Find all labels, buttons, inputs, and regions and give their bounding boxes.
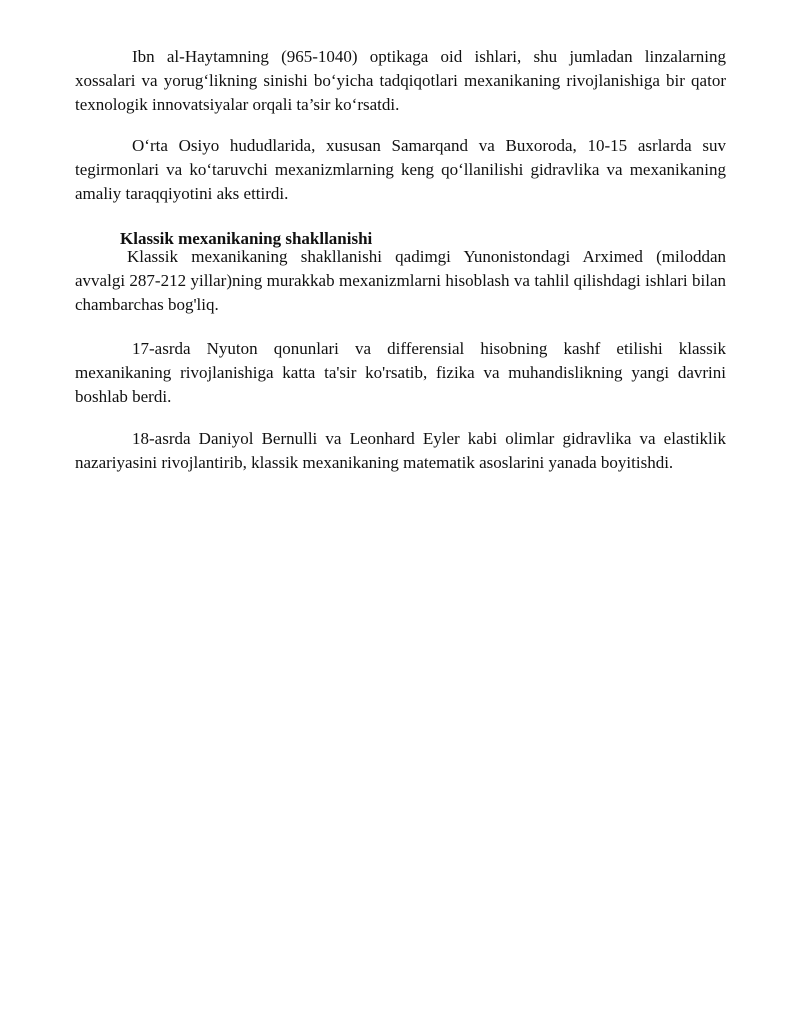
paragraph-central-asia: O‘rta Osiyo hududlarida, xususan Samarqand va Buxoroda, 10-15 asrlarda suv tegirmonlari va ko‘taruvchi mexanizmlarning keng qo‘llanilishi gidravlika va mexanikaning amaliy taraqqiyotini aks ettirdi. — [75, 136, 726, 203]
paragraph-bernoulli-euler: 18-asrda Daniyol Bernulli va Leonhard Eyler kabi olimlar gidravlika va elastiklik nazariyasini rivojlantirib, klassik mexanikaning matematik asoslarini yanada boyitishdi. — [75, 429, 726, 472]
paragraph-newton: 17-asrda Nyuton qonunlari va differensial hisobning kashf etilishi klassik mexanikaning rivojlanishiga katta ta'sir ko'rsatib, fizika va muhandislikning yangi davrini boshlab berdi. — [75, 339, 726, 406]
section-heading: Klassik mexanikaning shakllanishi — [120, 229, 373, 248]
paragraph-ibn-al-haytam: Ibn al-Haytamning (965-1040) optikaga oid ishlari, shu jumladan linzalarning xossalari va yorug‘likning sinishi bo‘yicha tadqiqotlari mexanikaning rivojlanishiga bir qator texnologik innovatsiyalar orqali ta’sir ko‘rsatdi. — [75, 47, 726, 114]
paragraph-archimedes: Klassik mexanikaning shakllanishi qadimgi Yunonistondagi Arximed (miloddan avvalgi 287-212 yillar)ning murakkab mexanizmlarni hisoblash va tahlil qilishdagi ishlari bilan chambarchas bog'liq. — [75, 247, 726, 314]
